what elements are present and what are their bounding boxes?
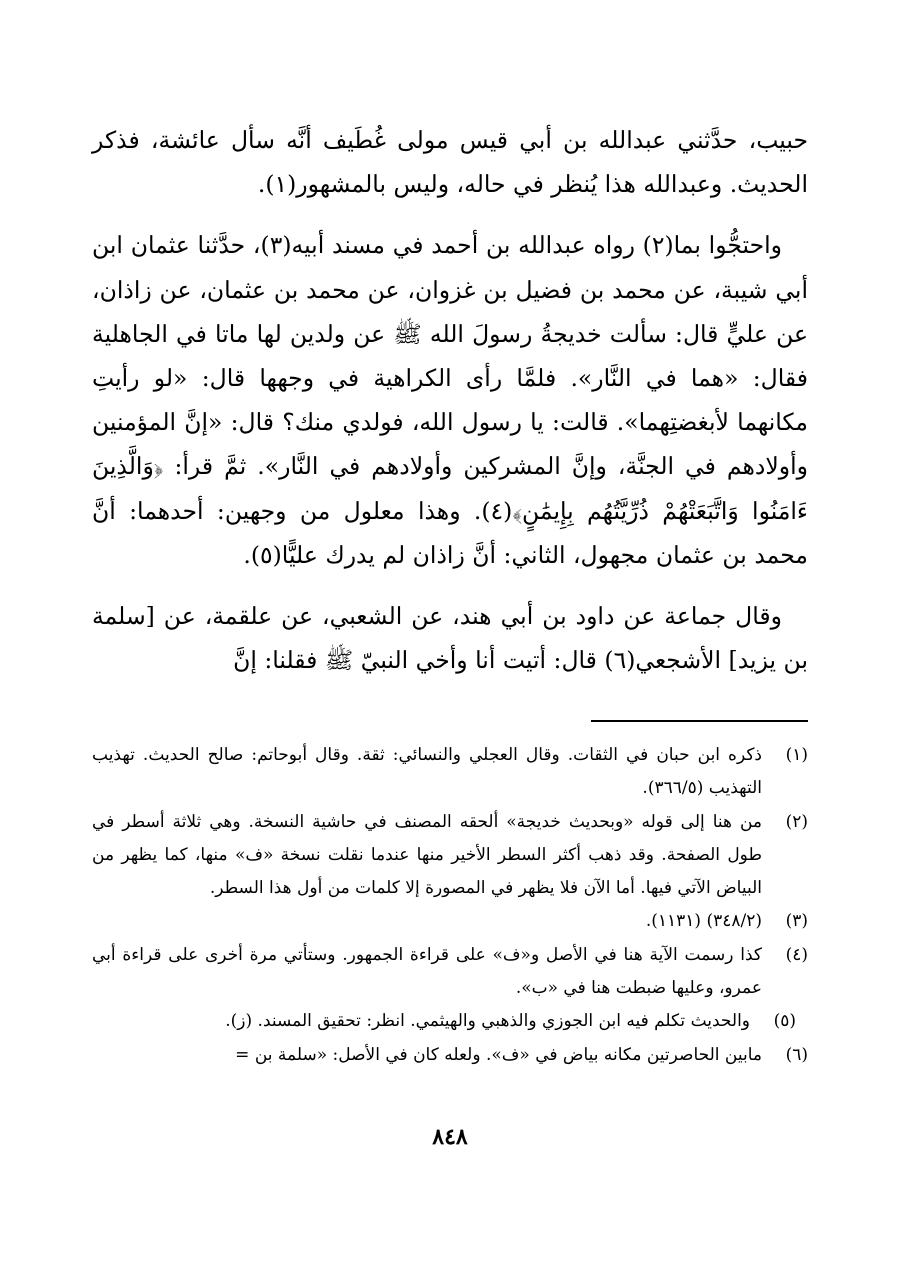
footnote-2: [92, 806, 808, 906]
footnote-text: ذكره ابن حبان في الثقات. وقال العجلي والنسائي: ثقة. وقال أبوحاتم: صالح الحديث. تهذيب التهذيب (٣٦٦/٥).: [92, 745, 762, 799]
main-text: [92, 118, 808, 699]
footnote-text: والحديث تكلم فيه ابن الجوزي والذهبي والهيثمي. انظر: تحقيق المسند. (ز).: [225, 1011, 750, 1032]
footnote-3: [92, 905, 808, 938]
footnote-1: [92, 739, 808, 806]
footnote-6: [92, 1039, 808, 1072]
footnote-divider: [591, 720, 808, 722]
footnote-number: (٣): [785, 911, 808, 932]
footnote-text: (٣٤٨/٢) (١١٣١).: [645, 911, 762, 932]
footnote-text: من هنا إلى قوله «وبحديث خديجة» ألحقه المصنف في حاشية النسخة. وهي ثلاثة أسطر في طول الصفحة. وقد ذهب أكثر السطر الأخير منها عندما نقلت نسخة «ف» منها، كما يظهر من البياض الآتي فيها. أما الآن فلا يظهر في المصورة إلا كلمات من أول هذا السطر.: [92, 811, 762, 899]
page-number: ٨٤٨: [432, 1124, 468, 1150]
footnote-4: [92, 939, 808, 1006]
footnote-text: مابين الحاصرتين مكانه بياض في «ف». ولعله كان في الأصل: «سلمة بن =: [235, 1044, 762, 1065]
paragraph-3: وقال جماعة عن داود بن أبي هند، عن الشعبي، عن علقمة، عن [سلمة بن يزيد] الأشجعي(٦) قال: أتيت أنا وأخي النبيّ ﷺ فقلنا: إنَّ: [92, 602, 808, 675]
paragraph-1: حبيب، حدَّثني عبدالله بن أبي قيس مولى غُطَيف أنَّه سأل عائشة، فذكر الحديث. وعبدالله هذا يُنظر في حاله، وليس بالمشهور(١).: [92, 126, 808, 199]
footnote-number: (٦): [785, 1044, 808, 1065]
footnote-number: (٥): [773, 1011, 796, 1032]
footnote-text: كذا رسمت الآية هنا في الأصل و«ف» على قراءة الجمهور. وستأتي مرة أخرى على قراءة أبي عمرو، وعليها ضبطت هنا في «ب».: [92, 944, 762, 999]
footnote-5: [92, 1005, 808, 1038]
footnotes: [92, 739, 808, 1072]
footnote-number: (٢): [785, 811, 808, 832]
paragraph-2: واحتجُّوا بما(٢) رواه عبدالله بن أحمد في مسند أبيه(٣)، حدَّثنا عثمان ابن أبي شيبة، عن محمد بن فضيل بن غزوان، عن محمد بن عثمان، عن زاذان، عن عليٍّ قال: سألت خديجةُ رسولَ الله ﷺ عن ولدين لها ماتا في الجاهلية فقال: «هما في النَّار». فلمَّا رأى الكراهية في وجهها قال: «لو رأيتِ مكانهما لأبغضتِهما». قالت: يا رسول الله، فولدي منك؟ قال: «إنَّ المؤمنين وأولادهم في الجنَّة، وإنَّ المشركين وأولادهم في النَّار». ثمَّ قرأ: ﴿وَالَّذِينَ ءَامَنُوا وَاتَّبَعَتْهُمْ ذُرِّيَّتُهُم بِإِيمَٰنٍ﴾(٤). وهذا معلول من وجهين: أحدهما: أنَّ محمد بن عثمان مجهول، الثاني: أنَّ زاذان لم يدرك عليًّا(٥).: [92, 231, 808, 569]
footnote-number: (٤): [785, 944, 808, 965]
footnote-number: (١): [785, 745, 808, 765]
